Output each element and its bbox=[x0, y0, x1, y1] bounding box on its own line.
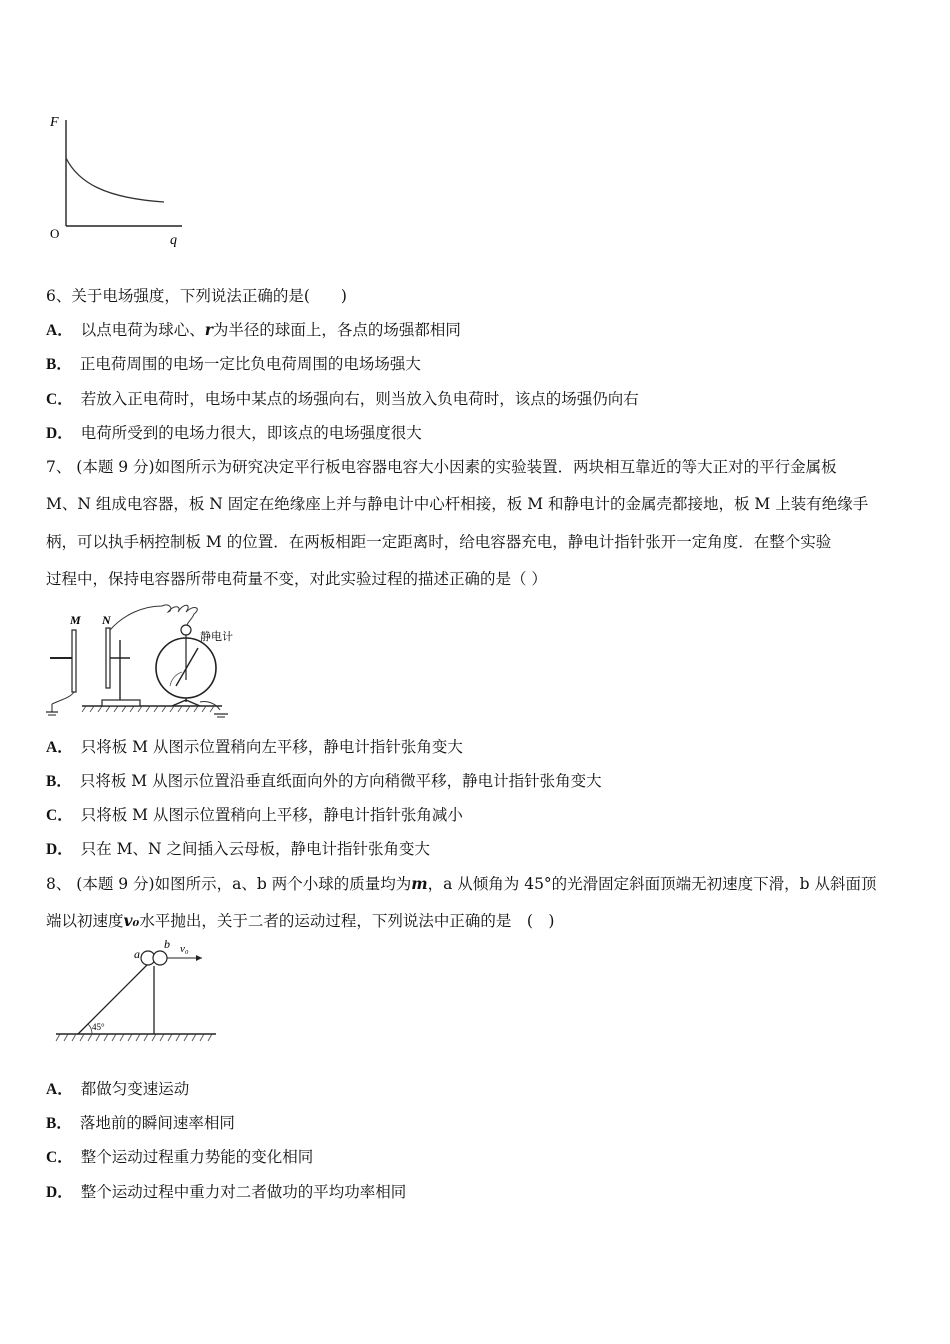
label-angle: 45° bbox=[92, 1022, 105, 1032]
label-b: b bbox=[164, 940, 170, 951]
q7-option-b[interactable] bbox=[46, 771, 916, 792]
ball-b bbox=[153, 951, 167, 965]
q6-stem: 6、关于电场强度，下列说法正确的是( ) bbox=[46, 287, 347, 305]
option-text: 正电荷周围的电场一定比负电荷周围的电场场强大 bbox=[79, 355, 421, 373]
option-text: 落地前的瞬间速率相同 bbox=[79, 1114, 235, 1132]
stem-text: 8、 (本题 9 分)如图所示，a、b 两个小球的质量均为 bbox=[46, 875, 412, 893]
option-label: A． bbox=[46, 1081, 73, 1098]
option-label: B． bbox=[46, 356, 72, 373]
origin-label: O bbox=[50, 226, 60, 241]
label-v0: v₀ bbox=[180, 943, 189, 955]
option-text: 整个运动过程重力势能的变化相同 bbox=[80, 1148, 314, 1166]
option-label: B． bbox=[46, 773, 72, 790]
option-text: 电荷所受到的电场力很大，即该点的电场强度很大 bbox=[80, 424, 422, 442]
q7-stem-line-3: 柄，可以执手柄控制板 M 的位置．在两板相距一定距离时，给电容器充电，静电计指针张开一定角度．在整个实验 bbox=[46, 533, 832, 551]
q7-stem-line-1: 7、 (本题 9 分)如图所示为研究决定平行板电容器电容大小因素的实验装置．两块相互靠近的等大正对的平行金属板 bbox=[46, 458, 837, 476]
capacitor-electrometer-figure bbox=[44, 600, 244, 722]
q8-option-b[interactable] bbox=[46, 1113, 916, 1134]
electrometer-knob bbox=[181, 625, 191, 635]
option-label: B． bbox=[46, 1115, 72, 1132]
plate-n bbox=[106, 628, 110, 688]
option-text: 整个运动过程中重力对二者做功的平均功率相同 bbox=[80, 1183, 407, 1201]
label-a: a bbox=[134, 947, 140, 961]
option-text: 只将板 M 从图示位置稍向上平移，静电计指针张角减小 bbox=[80, 806, 463, 824]
stem-text: 水平抛出，关于二者的运动过程，下列说法中正确的是 ( ) bbox=[139, 912, 555, 930]
option-label: C． bbox=[46, 807, 73, 824]
stem-text: 端以初速度 bbox=[46, 912, 124, 930]
q8-option-c[interactable] bbox=[46, 1147, 916, 1168]
option-label: A． bbox=[46, 739, 73, 756]
option-text: 以点电荷为球心、 bbox=[80, 321, 205, 339]
option-label: C． bbox=[46, 391, 73, 408]
q8-option-a[interactable] bbox=[46, 1079, 916, 1100]
option-label: D． bbox=[46, 841, 73, 858]
plate-m bbox=[72, 630, 76, 692]
option-label: C． bbox=[46, 1149, 73, 1166]
q8-stem-line-2 bbox=[46, 911, 916, 931]
option-text: 若放入正电荷时，电场中某点的场强向右，则当放入负电荷时，该点的场强仍向右 bbox=[80, 390, 639, 408]
option-text: 为半径的球面上，各点的场强都相同 bbox=[212, 321, 461, 339]
variable-r: r bbox=[204, 320, 213, 339]
variable-v0: v₀ bbox=[123, 911, 140, 930]
option-text: 只将板 M 从图示位置沿垂直纸面向外的方向稍微平移，静电计指针张角变大 bbox=[79, 772, 602, 790]
q8-option-d[interactable] bbox=[46, 1182, 916, 1203]
option-label: A． bbox=[46, 322, 73, 339]
f-q-curve bbox=[66, 158, 164, 202]
stand-base bbox=[102, 700, 140, 706]
label-m: M bbox=[70, 613, 81, 627]
incline-projectile-figure bbox=[52, 940, 222, 1048]
ground-hatch bbox=[56, 1034, 212, 1041]
option-label: D． bbox=[46, 1184, 73, 1201]
q6-option-a[interactable] bbox=[46, 320, 916, 341]
y-axis-label: F bbox=[50, 115, 59, 130]
electrometer-foot bbox=[172, 698, 200, 706]
option-text: 都做匀变速运动 bbox=[80, 1080, 190, 1098]
variable-m: m bbox=[411, 874, 428, 893]
table-hatch bbox=[82, 706, 214, 712]
option-text: 只在 M、N 之间插入云母板，静电计指针张角变大 bbox=[80, 840, 430, 858]
q6-option-b[interactable] bbox=[46, 354, 916, 375]
q6-option-c[interactable] bbox=[46, 389, 916, 410]
q7-option-c[interactable] bbox=[46, 805, 916, 826]
q7-stem-line-2: M、N 组成电容器，板 N 固定在绝缘座上并与静电计中心杆相接，板 M 和静电计的金属壳都接地，板 M 上装有绝缘手 bbox=[46, 495, 869, 513]
plate-m-ground-wire bbox=[52, 692, 74, 704]
stem-text: ，a 从倾角为 45°的光滑固定斜面顶端无初速度下滑，b 从斜面顶 bbox=[427, 875, 877, 893]
q7-option-d[interactable] bbox=[46, 839, 916, 860]
option-text: 只将板 M 从图示位置稍向左平移，静电计指针张角变大 bbox=[80, 738, 463, 756]
x-axis-label: q bbox=[170, 233, 177, 248]
q7-option-a[interactable] bbox=[46, 737, 916, 758]
option-label: D． bbox=[46, 425, 73, 442]
q7-stem-line-4: 过程中，保持电容器所带电荷量不变，对此实验过程的描述正确的是（ ） bbox=[46, 570, 547, 588]
force-charge-graph bbox=[44, 108, 194, 250]
label-n: N bbox=[102, 613, 111, 627]
velocity-arrowhead bbox=[196, 955, 202, 961]
q8-stem-line-1 bbox=[46, 874, 916, 894]
label-electrometer: 静电计 bbox=[200, 631, 233, 643]
q6-option-d[interactable] bbox=[46, 423, 916, 444]
incline-surface bbox=[78, 964, 148, 1034]
